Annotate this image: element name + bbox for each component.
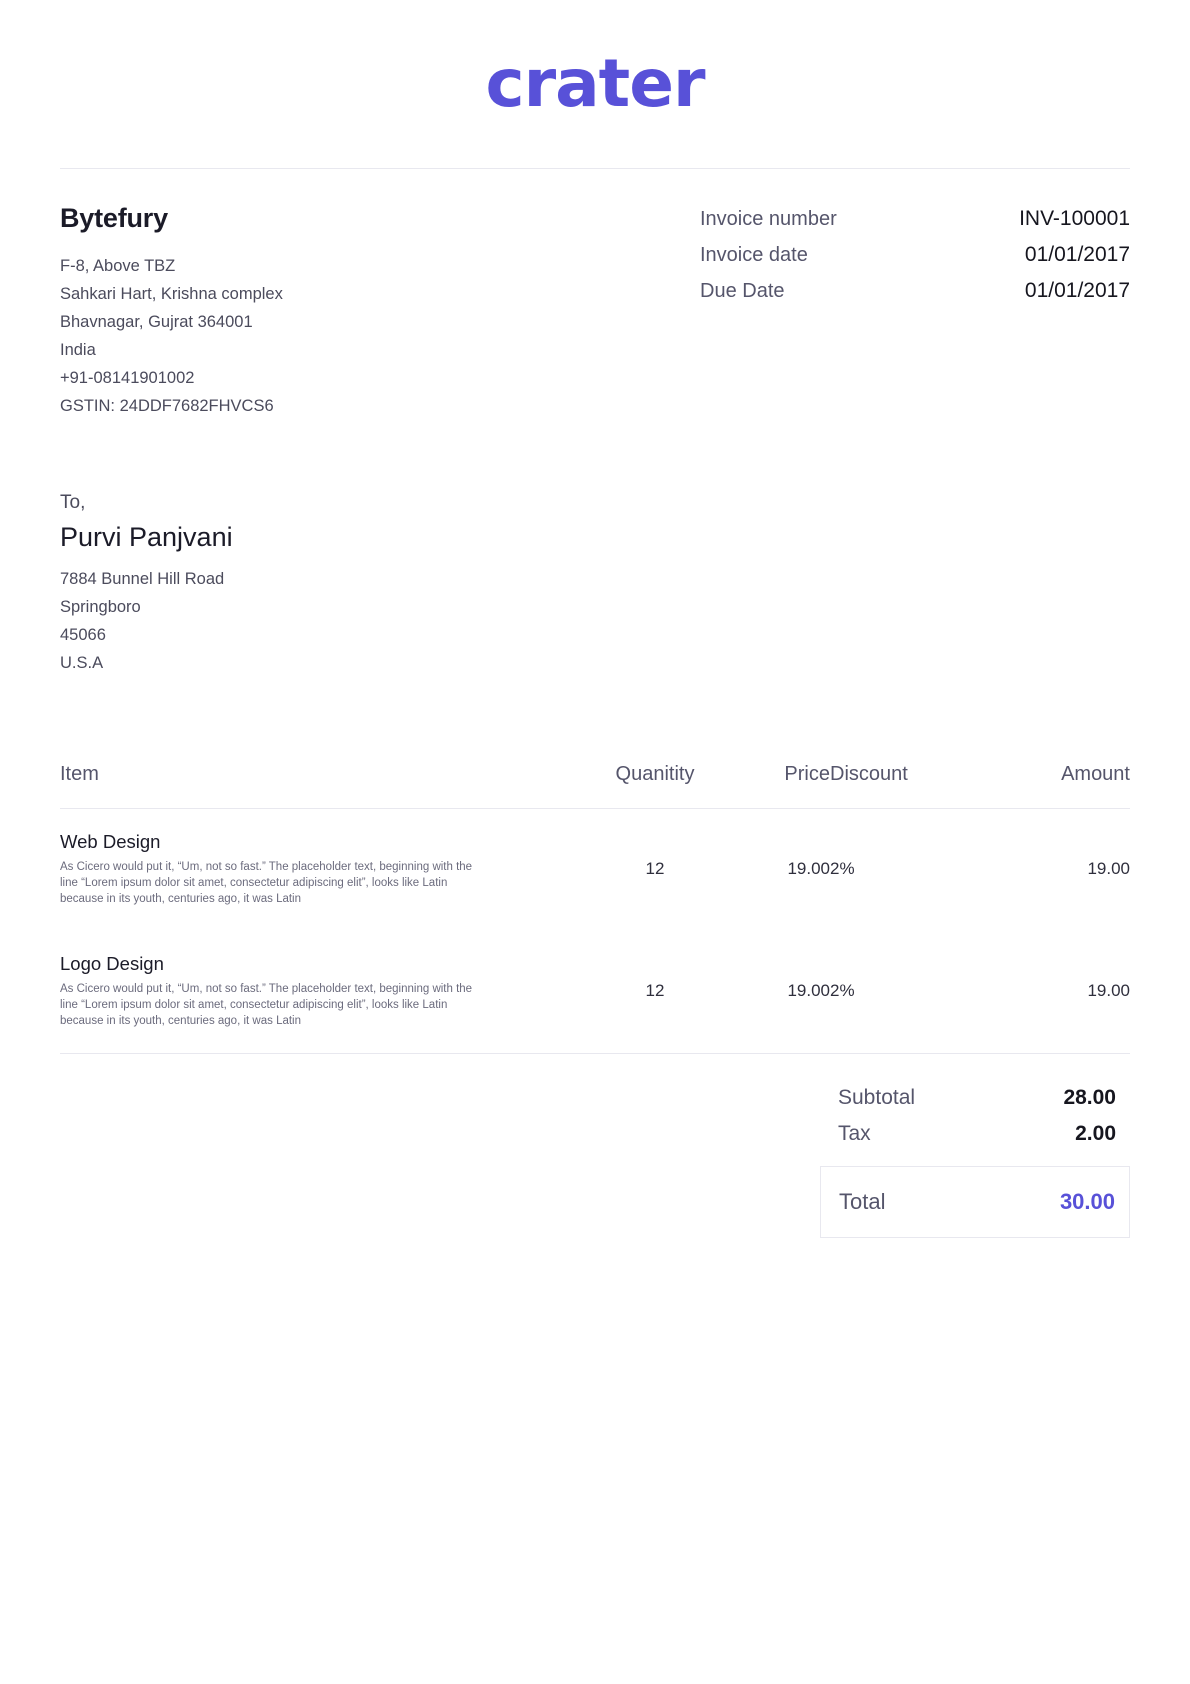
column-header-price: Price xyxy=(715,763,830,809)
line-items-body xyxy=(60,809,1130,1054)
company-address-line: F-8, Above TBZ xyxy=(60,257,176,275)
invoice-number-value: INV-100001 xyxy=(1019,207,1130,230)
invoice-date-row xyxy=(700,243,1130,267)
bill-to-address-line: U.S.A xyxy=(60,654,104,672)
company-name: Bytefury xyxy=(60,203,168,233)
bill-to-name: Purvi Panjvani xyxy=(60,522,233,552)
invoice-number-row xyxy=(700,207,1130,231)
invoice-date-label: Invoice date xyxy=(700,244,808,266)
due-date-value: 01/01/2017 xyxy=(1024,279,1130,302)
tax-value: 2.00 xyxy=(1075,1122,1116,1145)
bill-to-label: To, xyxy=(60,492,86,513)
total-label: Total xyxy=(839,1189,886,1214)
item-amount: 19.00 xyxy=(1087,981,1130,1000)
company-phone: +91-08141901002 xyxy=(60,369,195,387)
item-price: 19.00 xyxy=(787,981,830,1000)
bill-to-block xyxy=(60,492,1130,677)
item-amount: 19.00 xyxy=(1087,859,1130,878)
column-header-discount: Discount xyxy=(830,763,980,809)
column-header-quantity: Quanitity xyxy=(595,763,715,809)
bill-to-address-line: 45066 xyxy=(60,626,106,644)
item-quantity: 12 xyxy=(645,859,665,878)
company-address-line: India xyxy=(60,341,96,359)
line-items-divider xyxy=(60,1053,1130,1054)
item-name: Logo Design xyxy=(60,953,164,974)
company-block xyxy=(60,203,283,420)
item-description: As Cicero would put it, “Um, not so fast.” The placeholder text, beginning with the line “Lorem ipsum dolor sit amet, consectetur adipiscing elit”, looks like Latin because in its youth, centuries ago, it was Latin xyxy=(60,983,473,1027)
company-address-line: Sahkari Hart, Krishna complex xyxy=(60,285,283,303)
tax-row xyxy=(820,1116,1130,1152)
invoice-meta-block xyxy=(700,203,1130,420)
brand-logo xyxy=(60,0,1130,168)
total-value: 30.00 xyxy=(1059,1189,1115,1214)
subtotal-label: Subtotal xyxy=(838,1086,916,1109)
table-row xyxy=(60,809,1130,932)
bill-to-address-line: 7884 Bunnel Hill Road xyxy=(60,570,225,588)
column-header-item: Item xyxy=(60,763,595,809)
item-discount: 2% xyxy=(830,859,855,878)
column-header-amount: Amount xyxy=(980,763,1130,809)
subtotal-row xyxy=(820,1080,1130,1116)
invoice-date-value: 01/01/2017 xyxy=(1024,243,1130,266)
grand-total-row xyxy=(820,1166,1130,1238)
totals-block xyxy=(60,1080,1130,1238)
invoice-header xyxy=(60,169,1130,420)
line-items-table xyxy=(60,763,1130,1053)
invoice-number-label: Invoice number xyxy=(700,208,837,230)
item-quantity: 12 xyxy=(645,981,665,1000)
subtotal-value: 28.00 xyxy=(1063,1086,1116,1109)
item-description: As Cicero would put it, “Um, not so fast.” The placeholder text, beginning with the line “Lorem ipsum dolor sit amet, consectetur adipiscing elit”, looks like Latin because in its youth, centuries ago, it was Latin xyxy=(60,861,473,905)
item-cell xyxy=(60,809,595,932)
company-address-line: Bhavnagar, Gujrat 364001 xyxy=(60,313,253,331)
company-gstin: GSTIN: 24DDF7682FHVCS6 xyxy=(60,397,274,415)
due-date-label: Due Date xyxy=(700,280,785,302)
table-row xyxy=(60,931,1130,1053)
due-date-row xyxy=(700,279,1130,303)
bill-to-address-line: Springboro xyxy=(60,598,141,616)
crater-logo-text: crater xyxy=(485,45,705,122)
item-name: Web Design xyxy=(60,831,161,852)
tax-label: Tax xyxy=(838,1122,871,1145)
line-items-header xyxy=(60,763,1130,809)
item-cell xyxy=(60,931,595,1053)
item-price: 19.00 xyxy=(787,859,830,878)
item-discount: 2% xyxy=(830,981,855,1000)
